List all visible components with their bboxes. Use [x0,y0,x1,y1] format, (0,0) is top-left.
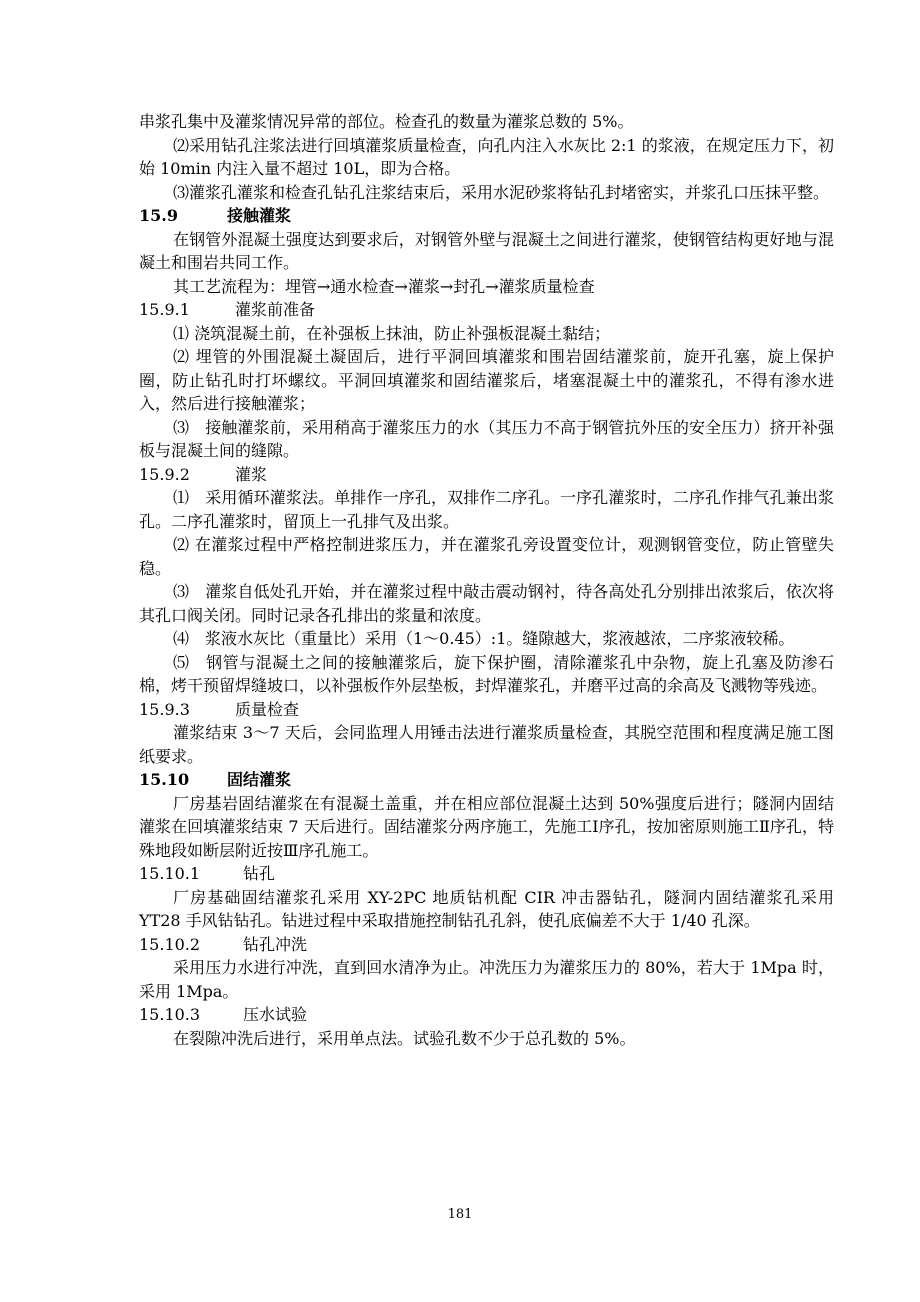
subsection-heading-15-9-3 [139,698,834,722]
paragraph-consolidation-intro: 厂房基岩固结灌浆在有混凝土盖重，并在相应部位混凝土达到 50%强度后进行；隧洞内固结灌浆在回填灌浆结束 7 天后进行。固结灌浆分两序施工，先施工Ⅰ序孔，按加密原则施工Ⅱ序孔，特殊地段如断层附近按Ⅲ序孔施工。 [139,793,834,860]
subsection-number: 15.9.1 [139,300,190,319]
paragraph-quality-check: 灌浆结束 3～7 天后，会同监理人用锤击法进行灌浆质量检查，其脱空范围和程度满足施工图纸要求。 [139,723,834,766]
list-item: ⑴ 采用循环灌浆法。单排作一序孔，双排作二序孔。一序孔灌浆时，二序孔作排气孔兼出浆孔。二序孔灌浆时，留顶上一孔排气及出浆。 [139,488,834,531]
page-number: 181 [447,1207,473,1222]
subsection-title: 灌浆前准备 [235,300,316,319]
section-number: 15.9 [139,206,178,225]
subsection-number: 15.10.2 [139,934,201,954]
subsection-number: 15.9.3 [139,699,190,719]
subsection-number: 15.9.2 [139,464,190,484]
subsection-number: 15.10.1 [139,864,201,883]
subsection-heading-15-10-1 [139,862,834,886]
section-heading-15-9 [139,204,834,228]
subsection-number: 15.10.3 [139,1005,201,1024]
list-item: ⑸ 钢管与混凝土之间的接触灌浆后，旋下保护圈，清除灌浆孔中杂物，旋上孔塞及防渗石棉，烤干预留焊缝坡口，以补强板作外层垫板，封焊灌浆孔，并磨平过高的余高及飞溅物等残迹。 [139,652,834,695]
paragraph-intro: 在钢管外混凝土强度达到要求后，对钢管外壁与混凝土之间进行灌浆，使钢管结构更好地与混凝土和围岩共同工作。 [139,229,834,272]
paragraph-cont: 串浆孔集中及灌浆情况异常的部位。检查孔的数量为灌浆总数的 5%。 [139,112,634,131]
subsection-heading-15-10-3 [139,1003,834,1027]
paragraph-check-method: ⑵采用钻孔注浆法进行回填灌浆质量检查，向孔内注入水灰比 2:1 的浆液，在规定压力下，初始 10min 内注入量不超过 10L，即为合格。 [139,135,834,178]
section-title: 接触灌浆 [227,206,292,225]
list-item: ⑵ 在灌浆过程中严格控制进浆压力，并在灌浆孔旁设置变位计，观测钢管变位，防止管壁失稳。 [139,535,834,578]
paragraph-flushing: 采用压力水进行冲洗，直到回水清净为止。冲洗压力为灌浆压力的 80%，若大于 1Mpa 时，采用 1Mpa。 [139,958,834,1001]
section-number: 15.10 [139,770,190,789]
paragraph-water-test: 在裂隙冲洗后进行，采用单点法。试验孔数不少于总孔数的 5%。 [173,1028,636,1048]
paragraph-sealing: ⑶灌浆孔灌浆和检查孔钻孔注浆结束后，采用水泥砂浆将钻孔封堵密实，并浆孔口压抹平整。 [173,182,830,202]
paragraph-drilling: 厂房基础固结灌浆孔采用 XY-2PC 地质钻机配 CIR 冲击器钻孔，隧洞内固结灌浆孔采用 YT28 手风钻钻孔。钻进过程中采取措施控制钻孔孔斜，使孔底偏差不大于 1/40 孔深。 [139,887,834,930]
page-body [139,110,834,1050]
subsection-title: 质量检查 [235,699,300,719]
subsection-title: 灌浆 [235,464,268,484]
list-item: ⑶ 灌浆自低处孔开始，并在灌浆过程中敲击震动钢衬，待各高处孔分别排出浓浆后，依次将其孔口阀关闭。同时记录各孔排出的浆量和浓度。 [139,582,834,625]
list-item: ⑵ 埋管的外围混凝土凝固后，进行平洞回填灌浆和围岩固结灌浆前，旋开孔塞，旋上保护圈，防止钻孔时打坏螺纹。平洞回填灌浆和固结灌浆后，堵塞混凝土中的灌浆孔，不得有渗水进入，然后进行接触灌浆； [139,347,834,413]
list-item: ⑷ 浆液水灰比（重量比）采用（1～0.45）:1。缝隙越大，浆液越浓，二序浆液较稀。 [173,629,795,648]
section-heading-15-10 [139,768,834,792]
subsection-title: 钻孔 [243,864,276,883]
paragraph-process-flow: 其工艺流程为：埋管→通水检查→灌浆→封孔→灌浆质量检查 [173,276,595,296]
subsection-heading-15-9-1 [139,298,834,322]
subsection-heading-15-10-2 [139,933,834,957]
list-item: ⑴ 浇筑混凝土前，在补强板上抹油，防止补强板混凝土黏结； [173,323,611,343]
subsection-title: 钻孔冲洗 [243,934,308,954]
section-title: 固结灌浆 [227,770,292,789]
subsection-heading-15-9-2 [139,463,834,487]
list-item: ⑶ 接触灌浆前，采用稍高于灌浆压力的水（其压力不高于钢管抗外压的安全压力）挤开补强板与混凝土间的缝隙。 [139,417,834,460]
subsection-title: 压水试验 [243,1005,308,1024]
